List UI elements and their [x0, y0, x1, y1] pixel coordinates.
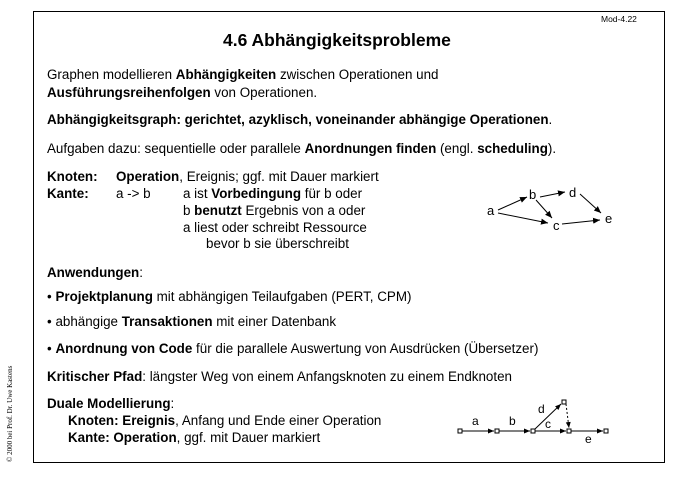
kante-arrow: a -> b [116, 186, 151, 201]
graph-node-a: a [487, 203, 495, 218]
edge-label-d: d [538, 402, 545, 416]
tasks-line: Aufgaben dazu: sequentielle oder parallele Anordnungen finden (engl. scheduling). [47, 141, 557, 156]
edge-b-c [536, 200, 552, 218]
slide-id: Mod-4.22 [601, 14, 637, 24]
edge-label-b: b [509, 414, 516, 428]
list-item: • Projektplanung mit abhängigen Teilaufgaben (PERT, CPM) [47, 289, 412, 304]
event-node [567, 429, 571, 433]
knoten-text: Operation, Ereignis; ggf. mit Dauer markiert [116, 169, 379, 184]
graph-node-e: e [605, 211, 613, 226]
edge-a-c [498, 213, 548, 223]
dual-graph [452, 392, 617, 448]
kante-label: Kante: [47, 186, 89, 201]
edge-d-e [580, 194, 601, 213]
knoten-label: Knoten: [47, 169, 98, 184]
intro-line-2: Ausführungsreihenfolgen von Operationen. [47, 85, 318, 100]
event-node [495, 429, 499, 433]
kante-line-1: a ist Vorbedingung für b oder [183, 186, 363, 201]
kante-line-3: a liest oder schreibt Ressource [183, 220, 367, 235]
page-title: 4.6 Abhängigkeitsprobleme [223, 30, 451, 50]
event-node [562, 400, 566, 404]
graph-node-b: b [529, 187, 537, 202]
edge-label-e: e [585, 432, 592, 446]
dual-line-1: Knoten: Ereignis, Anfang und Ende einer Operation [68, 413, 382, 428]
intro-line-1: Graphen modellieren Abhängigkeiten zwischen Operationen und [47, 67, 439, 82]
edge-b-d [540, 192, 565, 197]
kante-line-2: b benutzt Ergebnis von a oder [183, 203, 366, 218]
dual-heading: Duale Modellierung: [47, 396, 175, 411]
event-node [458, 429, 462, 433]
edge-c-e [562, 220, 600, 224]
edge-label-a: a [472, 414, 479, 428]
critical-path: Kritischer Pfad: längster Weg von einem Anfangsknoten zu einem Endknoten [47, 369, 512, 384]
kante-line-4: bevor b sie überschreibt [206, 236, 349, 251]
edge-label-c: c [545, 417, 551, 431]
graph-node-c: c [553, 218, 560, 233]
event-node [531, 429, 535, 433]
anwendungen-heading: Anwendungen: [47, 265, 143, 280]
graph-definition: Abhängigkeitsgraph: gerichtet, azyklisch, voneinander abhängige Operationen. [47, 112, 553, 127]
list-item: • abhängige Transaktionen mit einer Datenbank [47, 314, 337, 329]
copyright-note: © 2000 bei Prof. Dr. Uwe Kastens [6, 365, 14, 462]
event-node [604, 429, 608, 433]
dummy-edge [566, 404, 569, 428]
graph-node-d: d [569, 185, 577, 200]
edge-a-b [498, 197, 527, 210]
dependency-graph [470, 180, 630, 240]
list-item: • Anordnung von Code für die parallele Auswertung von Ausdrücken (Übersetzer) [47, 341, 539, 356]
dual-line-2: Kante: Operation, ggf. mit Dauer markiert [68, 430, 321, 445]
